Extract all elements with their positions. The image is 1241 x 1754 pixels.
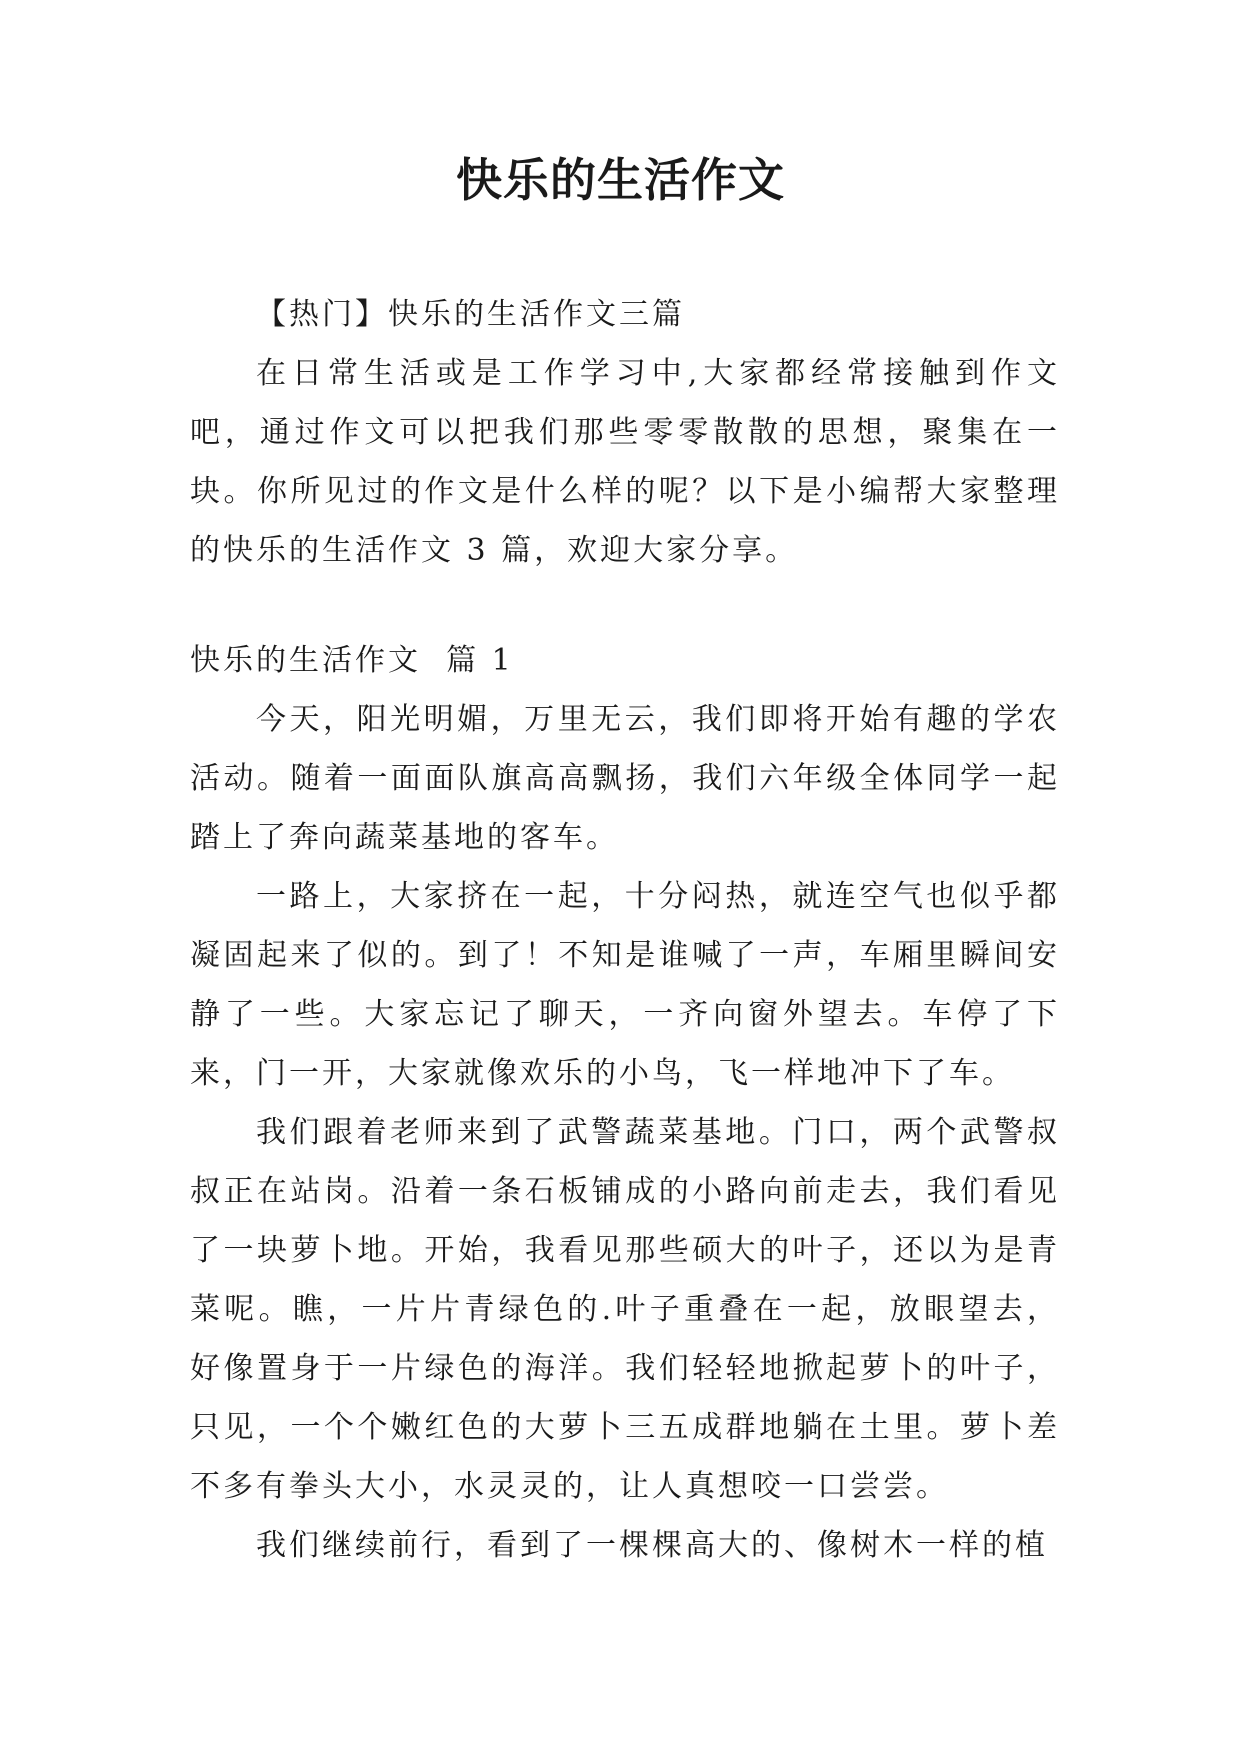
document-subtitle: 【热门】快乐的生活作文三篇 — [256, 297, 685, 332]
body-paragraph-1: 今天，阳光明媚，万里无云，我们即将开始有趣的学农活动。随着一面面队旗高高飘扬，我们六年级全体同学一起踏上了奔向蔬菜基地的客车。 — [190, 702, 1060, 855]
body-paragraph-2: 一路上，大家挤在一起，十分闷热，就连空气也似乎都凝固起来了似的。到了！不知是谁喊了一声，车厢里瞬间安静了一些。大家忘记了聊天，一齐向窗外望去。车停了下来，门一开，大家就像欢乐的小鸟，飞一样地冲下了车。 — [190, 879, 1060, 1091]
document-title: 快乐的生活作文 — [456, 153, 785, 207]
body-paragraph-4: 我们继续前行，看到了一棵棵高大的、像树木一样的植 — [256, 1528, 1048, 1563]
body-paragraph-3: 我们跟着老师来到了武警蔬菜基地。门口，两个武警叔叔正在站岗。沿着一条石板铺成的小路向前走去，我们看见了一块萝卜地。开始，我看见那些硕大的叶子，还以为是青菜呢。瞧，一片片青绿色的.叶子重叠在一起，放眼望去，好像置身于一片绿色的海洋。我们轻轻地掀起萝卜的叶子，只见，一个个嫩红色的大萝卜三五成群地躺在土里。萝卜差不多有拳头大小，水灵灵的，让人真想咬一口尝尝。 — [190, 1115, 1060, 1504]
intro-paragraph: 在日常生活或是工作学习中,大家都经常接触到作文吧，通过作文可以把我们那些零零散散的思想，聚集在一块。你所见过的作文是什么样的呢？以下是小编帮大家整理的快乐的生活作文 3 篇，欢迎大家分享。 — [190, 356, 1060, 568]
section-title: 快乐的生活作文 篇 1 — [190, 643, 514, 678]
section-spacer — [190, 580, 1060, 631]
document-body — [190, 285, 1060, 1575]
